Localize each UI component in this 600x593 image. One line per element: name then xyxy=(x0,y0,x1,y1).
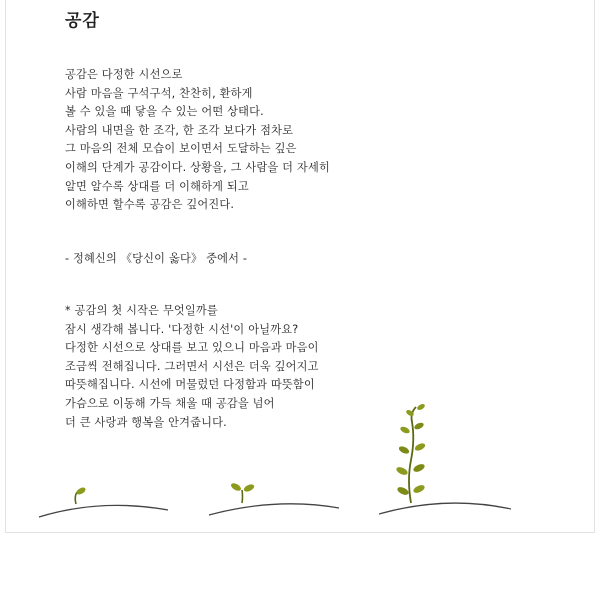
small-sprout-icon xyxy=(75,486,87,504)
growing-sprouts-icon xyxy=(6,395,596,530)
quote-line: 그 마음의 전체 모습이 보이면서 도달하는 깊은 xyxy=(65,142,297,156)
quote-source xyxy=(65,250,247,269)
commentary-line: 조금씩 전해집니다. 그러면서 시선은 더욱 깊어지고 xyxy=(65,359,319,373)
commentary-line: 잠시 생각해 봅니다. '다정한 시선'이 아닐까요? xyxy=(65,322,299,336)
commentary-line: 가슴으로 이동해 가득 채울 때 공감을 넘어 xyxy=(65,396,275,410)
source-citation: - 정혜신의 《당신이 옳다》 중에서 - xyxy=(65,252,248,265)
article-page xyxy=(5,0,595,533)
commentary-line: * 공감의 첫 시작은 무엇일까를 xyxy=(65,304,218,317)
medium-sprout-icon xyxy=(230,482,256,503)
quote-paragraph xyxy=(65,66,330,215)
commentary-line: 다정한 시선으로 상대를 보고 있으니 마음과 마음이 xyxy=(65,341,319,355)
tall-sprout-icon xyxy=(395,403,426,503)
ground-curve-icon xyxy=(39,505,168,517)
quote-line: 공감은 다정한 시선으로 xyxy=(65,68,183,81)
quote-line: 이해하면 할수록 공감은 깊어진다. xyxy=(65,198,235,212)
quote-line: 이해의 단계가 공감이다. 상황을, 그 사람을 더 자세히 xyxy=(65,160,330,174)
quote-line: 사람 마음을 구석구석, 찬찬히, 환하게 xyxy=(65,86,253,100)
quote-line: 사람의 내면을 한 조각, 한 조각 보다가 점차로 xyxy=(65,123,294,137)
quote-line: 알면 알수록 상대를 더 이해하게 되고 xyxy=(65,179,249,193)
page-title: 공감 xyxy=(65,11,100,31)
quote-line: 볼 수 있을 때 닿을 수 있는 어떤 상태다. xyxy=(65,105,264,119)
ground-curve-icon xyxy=(379,503,511,514)
ground-curve-icon xyxy=(209,504,339,515)
commentary-line: 따뜻해집니다. 시선에 머물렀던 다정함과 따뜻함이 xyxy=(65,378,315,392)
commentary-line: 더 큰 사랑과 행복을 안겨줍니다. xyxy=(65,415,227,429)
